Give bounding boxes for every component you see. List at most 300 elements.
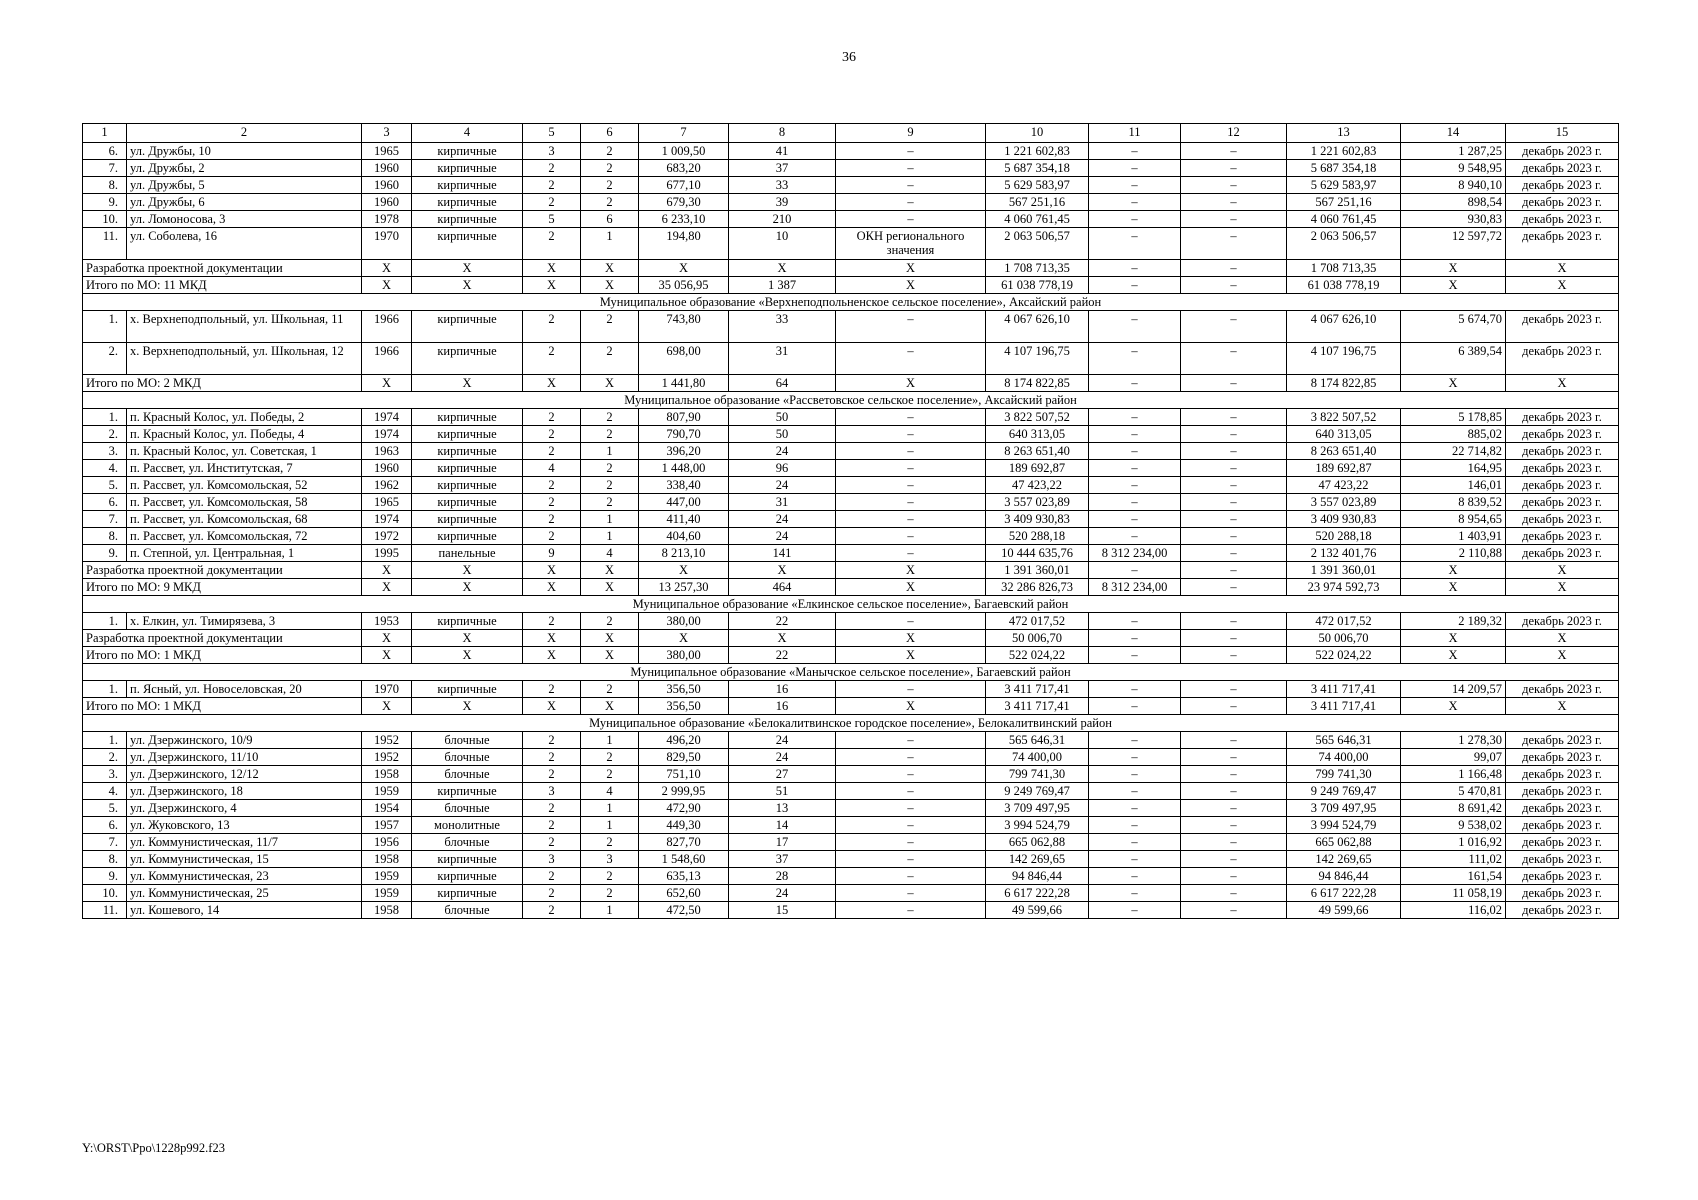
- data-cell: 472,90: [639, 800, 729, 817]
- data-cell: декабрь 2023 г.: [1506, 160, 1619, 177]
- data-cell: 807,90: [639, 409, 729, 426]
- table-row: [83, 885, 1619, 902]
- data-cell: 3 409 930,83: [1287, 511, 1401, 528]
- data-cell: 1960: [362, 160, 412, 177]
- summary-cell: X: [1506, 579, 1619, 596]
- data-cell: 640 313,05: [1287, 426, 1401, 443]
- data-cell: –: [836, 902, 986, 919]
- data-cell: –: [1181, 834, 1287, 851]
- data-cell: –: [1089, 426, 1181, 443]
- data-cell: 6 233,10: [639, 211, 729, 228]
- data-cell: –: [836, 817, 986, 834]
- data-cell: 9 249 769,47: [986, 783, 1089, 800]
- data-cell: 24: [729, 528, 836, 545]
- summary-cell: X: [362, 579, 412, 596]
- data-cell: 142 269,65: [986, 851, 1089, 868]
- data-cell: 2: [523, 494, 581, 511]
- address-cell: ул. Дружбы, 2: [127, 160, 362, 177]
- summary-cell: X: [1401, 579, 1506, 596]
- data-cell: –: [1181, 311, 1287, 343]
- data-cell: 4 067 626,10: [1287, 311, 1401, 343]
- data-cell: декабрь 2023 г.: [1506, 177, 1619, 194]
- summary-cell: X: [1506, 647, 1619, 664]
- data-cell: –: [1181, 766, 1287, 783]
- summary-cell: X: [836, 562, 986, 579]
- summary-cell: X: [523, 277, 581, 294]
- row-number: 11.: [83, 902, 127, 919]
- data-cell: 16: [729, 681, 836, 698]
- data-cell: 2: [523, 834, 581, 851]
- column-number: 11: [1089, 124, 1181, 143]
- data-cell: –: [1181, 800, 1287, 817]
- data-cell: кирпичные: [412, 228, 523, 260]
- data-cell: –: [836, 194, 986, 211]
- data-cell: 635,13: [639, 868, 729, 885]
- municipality-header-row: [83, 664, 1619, 681]
- row-number: 9.: [83, 194, 127, 211]
- summary-row: [83, 630, 1619, 647]
- data-cell: декабрь 2023 г.: [1506, 613, 1619, 630]
- summary-cell: X: [836, 375, 986, 392]
- table-row: [83, 783, 1619, 800]
- summary-cell: 61 038 778,19: [1287, 277, 1401, 294]
- summary-cell: X: [362, 375, 412, 392]
- column-number: 4: [412, 124, 523, 143]
- data-cell: 51: [729, 783, 836, 800]
- summary-cell: X: [729, 562, 836, 579]
- data-cell: 4: [523, 460, 581, 477]
- summary-cell: 50 006,70: [1287, 630, 1401, 647]
- data-cell: 1960: [362, 177, 412, 194]
- data-cell: 930,83: [1401, 211, 1506, 228]
- data-cell: 1970: [362, 228, 412, 260]
- table-row: [83, 477, 1619, 494]
- data-cell: 2: [523, 194, 581, 211]
- data-cell: 1: [581, 817, 639, 834]
- data-cell: 2: [581, 885, 639, 902]
- data-cell: 5 674,70: [1401, 311, 1506, 343]
- address-cell: ул. Соболева, 16: [127, 228, 362, 260]
- data-cell: –: [1089, 613, 1181, 630]
- summary-row: [83, 562, 1619, 579]
- data-cell: 1966: [362, 343, 412, 375]
- data-cell: 2: [523, 311, 581, 343]
- summary-cell: X: [412, 630, 523, 647]
- data-cell: –: [1089, 443, 1181, 460]
- data-cell: кирпичные: [412, 409, 523, 426]
- data-cell: 28: [729, 868, 836, 885]
- data-cell: 99,07: [1401, 749, 1506, 766]
- data-cell: 565 646,31: [986, 732, 1089, 749]
- data-cell: блочные: [412, 732, 523, 749]
- capital-repair-table: [82, 123, 1619, 919]
- data-cell: 2 063 506,57: [986, 228, 1089, 260]
- column-number: 9: [836, 124, 986, 143]
- data-cell: кирпичные: [412, 211, 523, 228]
- data-cell: 24: [729, 732, 836, 749]
- row-number: 2.: [83, 426, 127, 443]
- row-number: 1.: [83, 409, 127, 426]
- data-cell: 49 599,66: [1287, 902, 1401, 919]
- municipality-title: Муниципальное образование «Верхнеподпольненское сельское поселение», Аксайский район: [83, 294, 1619, 311]
- data-cell: 1: [581, 902, 639, 919]
- data-cell: 677,10: [639, 177, 729, 194]
- data-cell: 4 060 761,45: [1287, 211, 1401, 228]
- summary-cell: X: [1506, 260, 1619, 277]
- data-cell: –: [1089, 766, 1181, 783]
- row-number: 1.: [83, 681, 127, 698]
- summary-cell: X: [523, 562, 581, 579]
- data-cell: 5 470,81: [1401, 783, 1506, 800]
- summary-cell: X: [581, 375, 639, 392]
- data-cell: кирпичные: [412, 143, 523, 160]
- data-cell: –: [1181, 343, 1287, 375]
- data-cell: 1970: [362, 681, 412, 698]
- table-row: [83, 732, 1619, 749]
- data-cell: 9 538,02: [1401, 817, 1506, 834]
- address-cell: х. Верхнеподпольный, ул. Школьная, 12: [127, 343, 362, 375]
- table-row: [83, 426, 1619, 443]
- data-cell: 338,40: [639, 477, 729, 494]
- address-cell: ул. Дзержинского, 18: [127, 783, 362, 800]
- data-cell: 1 221 602,83: [1287, 143, 1401, 160]
- row-number: 4.: [83, 460, 127, 477]
- data-cell: 449,30: [639, 817, 729, 834]
- data-cell: 3 409 930,83: [986, 511, 1089, 528]
- data-cell: –: [1089, 311, 1181, 343]
- data-cell: 751,10: [639, 766, 729, 783]
- row-number: 10.: [83, 885, 127, 902]
- data-cell: 189 692,87: [986, 460, 1089, 477]
- data-cell: 6 617 222,28: [1287, 885, 1401, 902]
- data-cell: 1 548,60: [639, 851, 729, 868]
- data-cell: –: [836, 143, 986, 160]
- summary-cell: –: [1181, 375, 1287, 392]
- summary-cell: X: [581, 260, 639, 277]
- data-cell: 2: [523, 160, 581, 177]
- row-number: 7.: [83, 511, 127, 528]
- data-cell: 567 251,16: [986, 194, 1089, 211]
- data-cell: 665 062,88: [986, 834, 1089, 851]
- data-cell: 1953: [362, 613, 412, 630]
- data-cell: –: [1089, 885, 1181, 902]
- data-cell: 1959: [362, 885, 412, 902]
- data-cell: кирпичные: [412, 783, 523, 800]
- data-cell: –: [1089, 902, 1181, 919]
- data-cell: –: [1089, 211, 1181, 228]
- data-cell: кирпичные: [412, 443, 523, 460]
- data-cell: 24: [729, 885, 836, 902]
- data-cell: –: [1089, 851, 1181, 868]
- data-cell: 2: [523, 766, 581, 783]
- data-cell: 12 597,72: [1401, 228, 1506, 260]
- data-cell: –: [836, 443, 986, 460]
- data-cell: 3: [581, 851, 639, 868]
- data-cell: 41: [729, 143, 836, 160]
- data-cell: 94 846,44: [986, 868, 1089, 885]
- data-cell: декабрь 2023 г.: [1506, 528, 1619, 545]
- data-cell: 2: [581, 494, 639, 511]
- data-cell: 27: [729, 766, 836, 783]
- data-cell: 5 687 354,18: [1287, 160, 1401, 177]
- data-cell: –: [1089, 528, 1181, 545]
- table-row: [83, 494, 1619, 511]
- data-cell: 22 714,82: [1401, 443, 1506, 460]
- data-cell: ОКН регионального значения: [836, 228, 986, 260]
- table-row: [83, 528, 1619, 545]
- data-cell: 33: [729, 311, 836, 343]
- summary-cell: X: [362, 260, 412, 277]
- data-cell: декабрь 2023 г.: [1506, 311, 1619, 343]
- data-cell: 4 067 626,10: [986, 311, 1089, 343]
- data-cell: декабрь 2023 г.: [1506, 494, 1619, 511]
- summary-cell: 32 286 826,73: [986, 579, 1089, 596]
- address-cell: ул. Дружбы, 10: [127, 143, 362, 160]
- data-cell: 2: [581, 426, 639, 443]
- row-number: 1.: [83, 613, 127, 630]
- data-cell: 3 709 497,95: [1287, 800, 1401, 817]
- data-cell: 9 548,95: [1401, 160, 1506, 177]
- data-cell: 799 741,30: [986, 766, 1089, 783]
- municipality-header-row: [83, 392, 1619, 409]
- summary-cell: 356,50: [639, 698, 729, 715]
- summary-cell: X: [412, 698, 523, 715]
- column-number: 13: [1287, 124, 1401, 143]
- summary-cell: –: [1181, 277, 1287, 294]
- summary-cell: X: [362, 647, 412, 664]
- municipality-title: Муниципальное образование «Белокалитвинское городское поселение», Белокалитвинский район: [83, 715, 1619, 732]
- summary-cell: X: [1506, 277, 1619, 294]
- data-cell: 885,02: [1401, 426, 1506, 443]
- data-cell: 698,00: [639, 343, 729, 375]
- data-cell: –: [1181, 494, 1287, 511]
- data-cell: 1974: [362, 426, 412, 443]
- data-cell: –: [1089, 343, 1181, 375]
- data-cell: декабрь 2023 г.: [1506, 343, 1619, 375]
- table-row: [83, 613, 1619, 630]
- data-cell: 2: [581, 477, 639, 494]
- data-cell: 3: [523, 783, 581, 800]
- row-number: 6.: [83, 494, 127, 511]
- data-cell: 1: [581, 800, 639, 817]
- data-cell: 2: [581, 613, 639, 630]
- summary-cell: 522 024,22: [1287, 647, 1401, 664]
- summary-cell: 1 708 713,35: [1287, 260, 1401, 277]
- column-number-row: [83, 124, 1619, 143]
- data-cell: декабрь 2023 г.: [1506, 868, 1619, 885]
- data-cell: 39: [729, 194, 836, 211]
- data-cell: монолитные: [412, 817, 523, 834]
- data-cell: 2: [581, 834, 639, 851]
- data-cell: декабрь 2023 г.: [1506, 885, 1619, 902]
- table-row: [83, 766, 1619, 783]
- data-cell: –: [1089, 409, 1181, 426]
- data-cell: –: [1181, 177, 1287, 194]
- data-cell: 679,30: [639, 194, 729, 211]
- data-cell: 14: [729, 817, 836, 834]
- data-cell: декабрь 2023 г.: [1506, 460, 1619, 477]
- summary-cell: X: [1401, 647, 1506, 664]
- data-cell: 472 017,52: [986, 613, 1089, 630]
- data-cell: 1952: [362, 732, 412, 749]
- summary-row: [83, 579, 1619, 596]
- data-cell: 5 629 583,97: [986, 177, 1089, 194]
- column-number: 2: [127, 124, 362, 143]
- summary-cell: 64: [729, 375, 836, 392]
- summary-cell: 16: [729, 698, 836, 715]
- table-row: [83, 902, 1619, 919]
- municipality-header-row: [83, 596, 1619, 613]
- data-cell: 1974: [362, 511, 412, 528]
- data-cell: 404,60: [639, 528, 729, 545]
- data-cell: –: [1089, 681, 1181, 698]
- row-number: 1.: [83, 732, 127, 749]
- data-cell: –: [1089, 228, 1181, 260]
- data-cell: кирпичные: [412, 194, 523, 211]
- summary-cell: X: [836, 647, 986, 664]
- data-cell: 411,40: [639, 511, 729, 528]
- data-cell: 683,20: [639, 160, 729, 177]
- address-cell: ул. Дзержинского, 10/9: [127, 732, 362, 749]
- data-cell: 1963: [362, 443, 412, 460]
- summary-cell: X: [1401, 698, 1506, 715]
- summary-cell: X: [523, 260, 581, 277]
- data-cell: –: [1089, 160, 1181, 177]
- address-cell: ул. Дружбы, 5: [127, 177, 362, 194]
- summary-label: Разработка проектной документации: [83, 562, 362, 579]
- table-row: [83, 211, 1619, 228]
- data-cell: блочные: [412, 766, 523, 783]
- data-cell: 96: [729, 460, 836, 477]
- data-cell: 1 009,50: [639, 143, 729, 160]
- data-cell: 2: [523, 613, 581, 630]
- data-cell: 3 994 524,79: [1287, 817, 1401, 834]
- summary-cell: X: [412, 375, 523, 392]
- data-cell: кирпичные: [412, 885, 523, 902]
- data-cell: –: [1089, 834, 1181, 851]
- data-cell: –: [1181, 749, 1287, 766]
- summary-cell: –: [1181, 630, 1287, 647]
- data-cell: 2: [581, 681, 639, 698]
- data-cell: 640 313,05: [986, 426, 1089, 443]
- data-cell: 13: [729, 800, 836, 817]
- data-cell: 2: [581, 343, 639, 375]
- summary-cell: X: [1506, 698, 1619, 715]
- data-cell: 1: [581, 732, 639, 749]
- data-cell: 6 617 222,28: [986, 885, 1089, 902]
- summary-cell: X: [581, 579, 639, 596]
- row-number: 4.: [83, 783, 127, 800]
- column-number: 1: [83, 124, 127, 143]
- data-cell: 898,54: [1401, 194, 1506, 211]
- row-number: 9.: [83, 868, 127, 885]
- data-cell: декабрь 2023 г.: [1506, 851, 1619, 868]
- data-cell: 1958: [362, 902, 412, 919]
- data-cell: –: [836, 211, 986, 228]
- data-cell: –: [1089, 194, 1181, 211]
- data-cell: 24: [729, 511, 836, 528]
- address-cell: ул. Коммунистическая, 15: [127, 851, 362, 868]
- table-body: [83, 124, 1619, 919]
- summary-cell: X: [523, 647, 581, 664]
- summary-cell: –: [1181, 579, 1287, 596]
- data-cell: –: [1181, 211, 1287, 228]
- data-cell: 356,50: [639, 681, 729, 698]
- summary-cell: 3 411 717,41: [1287, 698, 1401, 715]
- data-cell: 74 400,00: [986, 749, 1089, 766]
- summary-cell: X: [581, 562, 639, 579]
- data-cell: 799 741,30: [1287, 766, 1401, 783]
- data-cell: –: [1181, 732, 1287, 749]
- data-cell: 31: [729, 494, 836, 511]
- data-cell: 3 411 717,41: [986, 681, 1089, 698]
- address-cell: п. Рассвет, ул. Комсомольская, 68: [127, 511, 362, 528]
- data-cell: 2: [523, 426, 581, 443]
- data-cell: 10: [729, 228, 836, 260]
- table-row: [83, 177, 1619, 194]
- data-cell: 2: [581, 160, 639, 177]
- data-cell: 2: [523, 443, 581, 460]
- summary-cell: 8 174 822,85: [986, 375, 1089, 392]
- address-cell: х. Елкин, ул. Тимирязева, 3: [127, 613, 362, 630]
- data-cell: 2: [581, 868, 639, 885]
- row-number: 2.: [83, 343, 127, 375]
- data-cell: 1972: [362, 528, 412, 545]
- data-cell: 743,80: [639, 311, 729, 343]
- summary-cell: X: [581, 647, 639, 664]
- data-cell: 2 110,88: [1401, 545, 1506, 562]
- data-cell: 2: [523, 511, 581, 528]
- summary-cell: X: [1401, 260, 1506, 277]
- summary-cell: 61 038 778,19: [986, 277, 1089, 294]
- data-cell: 567 251,16: [1287, 194, 1401, 211]
- data-cell: 4 060 761,45: [986, 211, 1089, 228]
- summary-cell: X: [412, 647, 523, 664]
- column-number: 3: [362, 124, 412, 143]
- data-cell: –: [1181, 409, 1287, 426]
- data-cell: 50: [729, 409, 836, 426]
- data-cell: –: [1089, 800, 1181, 817]
- summary-cell: X: [1401, 277, 1506, 294]
- table-row: [83, 511, 1619, 528]
- data-cell: 37: [729, 160, 836, 177]
- data-cell: 3 411 717,41: [1287, 681, 1401, 698]
- address-cell: ул. Коммунистическая, 11/7: [127, 834, 362, 851]
- data-cell: 3 822 507,52: [1287, 409, 1401, 426]
- data-cell: 520 288,18: [986, 528, 1089, 545]
- summary-cell: 8 174 822,85: [1287, 375, 1401, 392]
- data-cell: 24: [729, 443, 836, 460]
- summary-cell: 1 441,80: [639, 375, 729, 392]
- data-cell: кирпичные: [412, 177, 523, 194]
- summary-cell: X: [836, 277, 986, 294]
- summary-cell: X: [581, 698, 639, 715]
- data-cell: 1959: [362, 783, 412, 800]
- data-cell: 37: [729, 851, 836, 868]
- data-cell: декабрь 2023 г.: [1506, 800, 1619, 817]
- data-cell: 380,00: [639, 613, 729, 630]
- summary-cell: X: [729, 630, 836, 647]
- data-cell: –: [1181, 228, 1287, 260]
- data-cell: декабрь 2023 г.: [1506, 732, 1619, 749]
- data-cell: декабрь 2023 г.: [1506, 143, 1619, 160]
- row-number: 11.: [83, 228, 127, 260]
- summary-label: Итого по МО: 11 МКД: [83, 277, 362, 294]
- data-cell: декабрь 2023 г.: [1506, 817, 1619, 834]
- data-cell: 827,70: [639, 834, 729, 851]
- column-number: 5: [523, 124, 581, 143]
- table-row: [83, 851, 1619, 868]
